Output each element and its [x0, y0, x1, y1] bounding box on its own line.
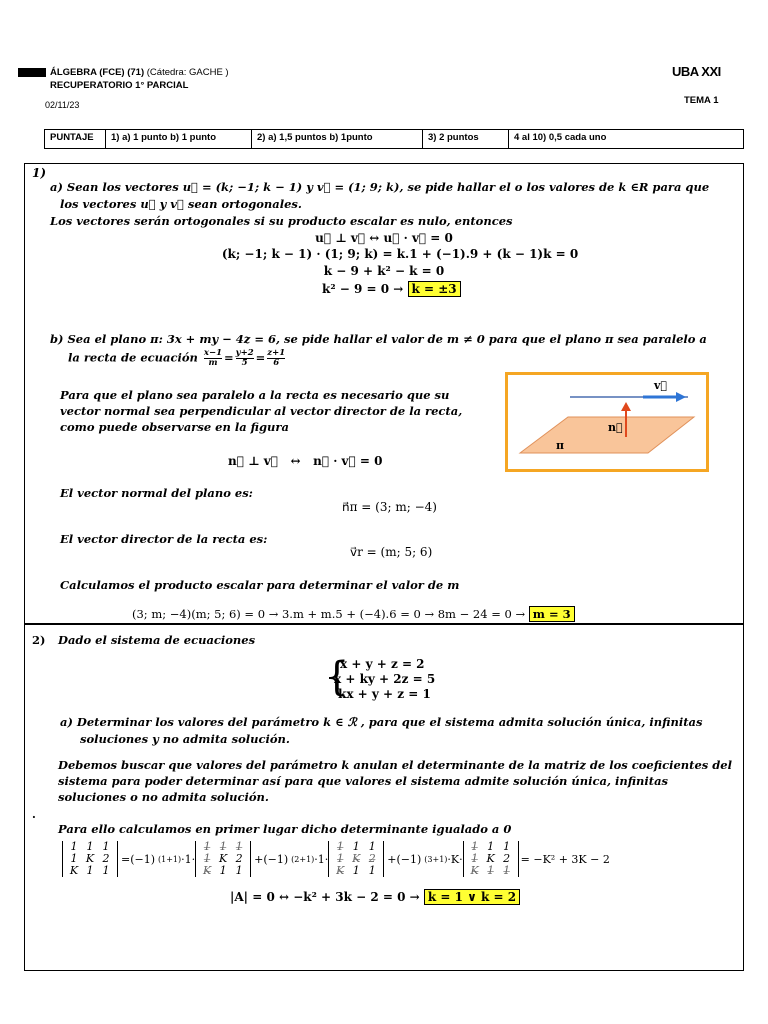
score-cell: 4 al 10) 0,5 cada uno	[509, 130, 744, 149]
coefficient-matrix: 1 1 1 1 K 2 K 1 1	[62, 841, 118, 877]
q1b-answer: m = 3	[529, 606, 575, 622]
course-title: ÁLGEBRA (FCE) (71) (Cátedra: GACHE )	[50, 67, 229, 78]
q1a-statement-2: los vectores u⃗ y v⃗ sean ortogonales.	[60, 197, 302, 211]
score-cell: PUNTAJE	[45, 130, 106, 149]
vector-v-head	[676, 392, 686, 402]
system-eq-1: x + y + z = 2	[340, 657, 425, 671]
q1b-normal-label: El vector normal del plano es:	[60, 486, 253, 500]
score-cell: 3) 2 puntos	[423, 130, 509, 149]
q1a-eq2: (k; −1; k − 1) · (1; 9; k) = k.1 + (−1).9 + (k − 1)k = 0	[221, 247, 579, 261]
q1b-explanation: Para que el plano sea paralelo a la recta es necesario que su vector normal sea perpendicular al vector director de la recta, como puede observarse en la figura	[60, 388, 463, 434]
q1a-eq1: u⃗ ⊥ v⃗ ↔ u⃗ · v⃗ = 0	[315, 231, 453, 245]
plane-shape	[520, 417, 694, 453]
q1a-answer: k = ±3	[408, 281, 461, 297]
minor-matrix-3: 1̶ 1 1 1̶ K 2 K̶ 1̶ 1̶	[463, 841, 519, 877]
q2-number: 2)	[32, 633, 46, 647]
q1b-calc-eq	[132, 607, 575, 621]
topic-label: TEMA 1	[684, 95, 719, 106]
q2a-statement-2: soluciones y no admita solución.	[80, 732, 290, 746]
q1a-eq3: k − 9 + k² − k = 0	[323, 264, 445, 278]
q2-final-eq	[230, 890, 520, 904]
frac-num: z+1	[267, 348, 286, 358]
q2-final-text: |A| = 0 ↔ −k² + 3k − 2 = 0 →	[230, 890, 420, 904]
q2-dot: .	[32, 808, 36, 821]
q1b-calc-label: Calculamos el producto escalar para determinar el valor de m	[60, 578, 460, 592]
q1b-eq1: n⃗ ⊥ v⃗ ↔ n⃗ · v⃗ = 0	[228, 454, 383, 468]
q2a-statement: a) Determinar los valores del parámetro k ∈ ℛ , para que el sistema admita solución única, infinitas	[60, 715, 703, 729]
q1a-intro: Los vectores serán ortogonales si su producto escalar es nulo, entonces	[50, 214, 513, 228]
score-cell: 2) a) 1,5 puntos b) 1punto	[252, 130, 423, 149]
system-eq-2: x + ky + 2z = 5	[334, 672, 436, 686]
frac-num: x−1	[203, 348, 222, 358]
q1b-normal-eq: n⃗π = (3; m; −4)	[342, 500, 437, 514]
line-fraction-x	[204, 349, 222, 368]
q1b-dir-label: El vector director de la recta es:	[60, 532, 268, 546]
q1b-statement-2-text: la recta de ecuación	[68, 350, 198, 365]
q1a-eq4	[322, 282, 461, 296]
score-table	[44, 129, 744, 149]
fig-v-label: v⃗	[654, 379, 667, 392]
fig-pi-label: π	[556, 439, 565, 452]
fig-n-label: n⃗	[608, 421, 623, 434]
system-eq-3: kx + y + z = 1	[338, 687, 431, 701]
header-mark	[18, 68, 46, 77]
minor-matrix-1: 1̶ 1̶ 1̶ 1̶ K 2 K̶ 1 1	[195, 841, 251, 877]
minor-matrix-2: 1̶ 1 1 1̶ K̶ 2̶ K̶ 1 1	[328, 841, 384, 877]
frac-den: 6	[273, 358, 280, 368]
q1b-statement-2: la recta de ecuación $\frac{x-1}{m}$ = $\frac{y+2}{5}$ = $\frac{z+1}{6}$	[68, 348, 286, 368]
q2-answer: k = 1 ∨ k = 2	[424, 889, 520, 905]
q2-explanation: Debemos buscar que valores del parámetro k anulan el determinante de la matriz de los coeficientes del sistema para poder determinar así para que valores el sistema admite solución única, infinitas soluciones o no admita solución.	[58, 758, 732, 804]
line-fraction-z	[267, 349, 285, 368]
q1a-eq4-text: k² − 9 = 0 →	[322, 282, 404, 296]
q2-intro: Dado el sistema de ecuaciones	[58, 633, 256, 647]
score-cell: 1) a) 1 punto b) 1 punto	[106, 130, 252, 149]
line-fraction-y	[236, 349, 254, 368]
system-brace: {	[324, 654, 350, 700]
determinant-result: = −K² + 3K − 2	[520, 852, 610, 866]
uba-logo: UBA XXI	[672, 64, 721, 79]
q1b-calc-text: (3; m; −4)(m; 5; 6) = 0 → 3.m + m.5 + (−4).6 = 0 → 8m − 24 = 0 →	[132, 607, 526, 621]
frac-den: m	[208, 358, 218, 368]
frac-num: y+2	[235, 348, 254, 358]
plane-diagram	[508, 375, 706, 469]
q2-det-intro: Para ello calculamos en primer lugar dicho determinante igualado a 0	[58, 822, 512, 836]
frac-den: 5	[241, 358, 248, 368]
vector-n-head	[621, 402, 631, 411]
score-row	[45, 130, 744, 149]
q1b-dir-eq: v⃗r = (m; 5; 6)	[350, 545, 433, 559]
q1-number: 1)	[32, 166, 47, 180]
exam-title: RECUPERATORIO 1° PARCIAL	[50, 80, 189, 91]
exam-date: 02/11/23	[45, 100, 80, 110]
determinant-expansion: 1 1 1 1 K 2 K 1 1 =(−1) (1+1) ·1· 1̶ 1̶ 1̶ 1̶ K 2 K̶ 1 1 +(−1) (2+1) ·1· 1̶ 1 1 1̶ K̶ 2̶ K̶ 1 1 +(−1) (3+1) ·K· 1̶ 1 1 1̶ K 2 K̶ 1̶ 1̶ = −K² + 3K − 2	[62, 841, 610, 877]
q1b-statement: b) Sea el plano π: 3x + my − 4z = 6, se pide hallar el valor de m ≠ 0 para que el plano π sea paralelo a	[50, 332, 707, 346]
plane-figure	[505, 372, 709, 472]
q1a-statement: a) Sean los vectores u⃗ = (k; −1; k − 1) y v⃗ = (1; 9; k), se pide hallar el o los valores de k ∈R para que	[50, 180, 710, 194]
